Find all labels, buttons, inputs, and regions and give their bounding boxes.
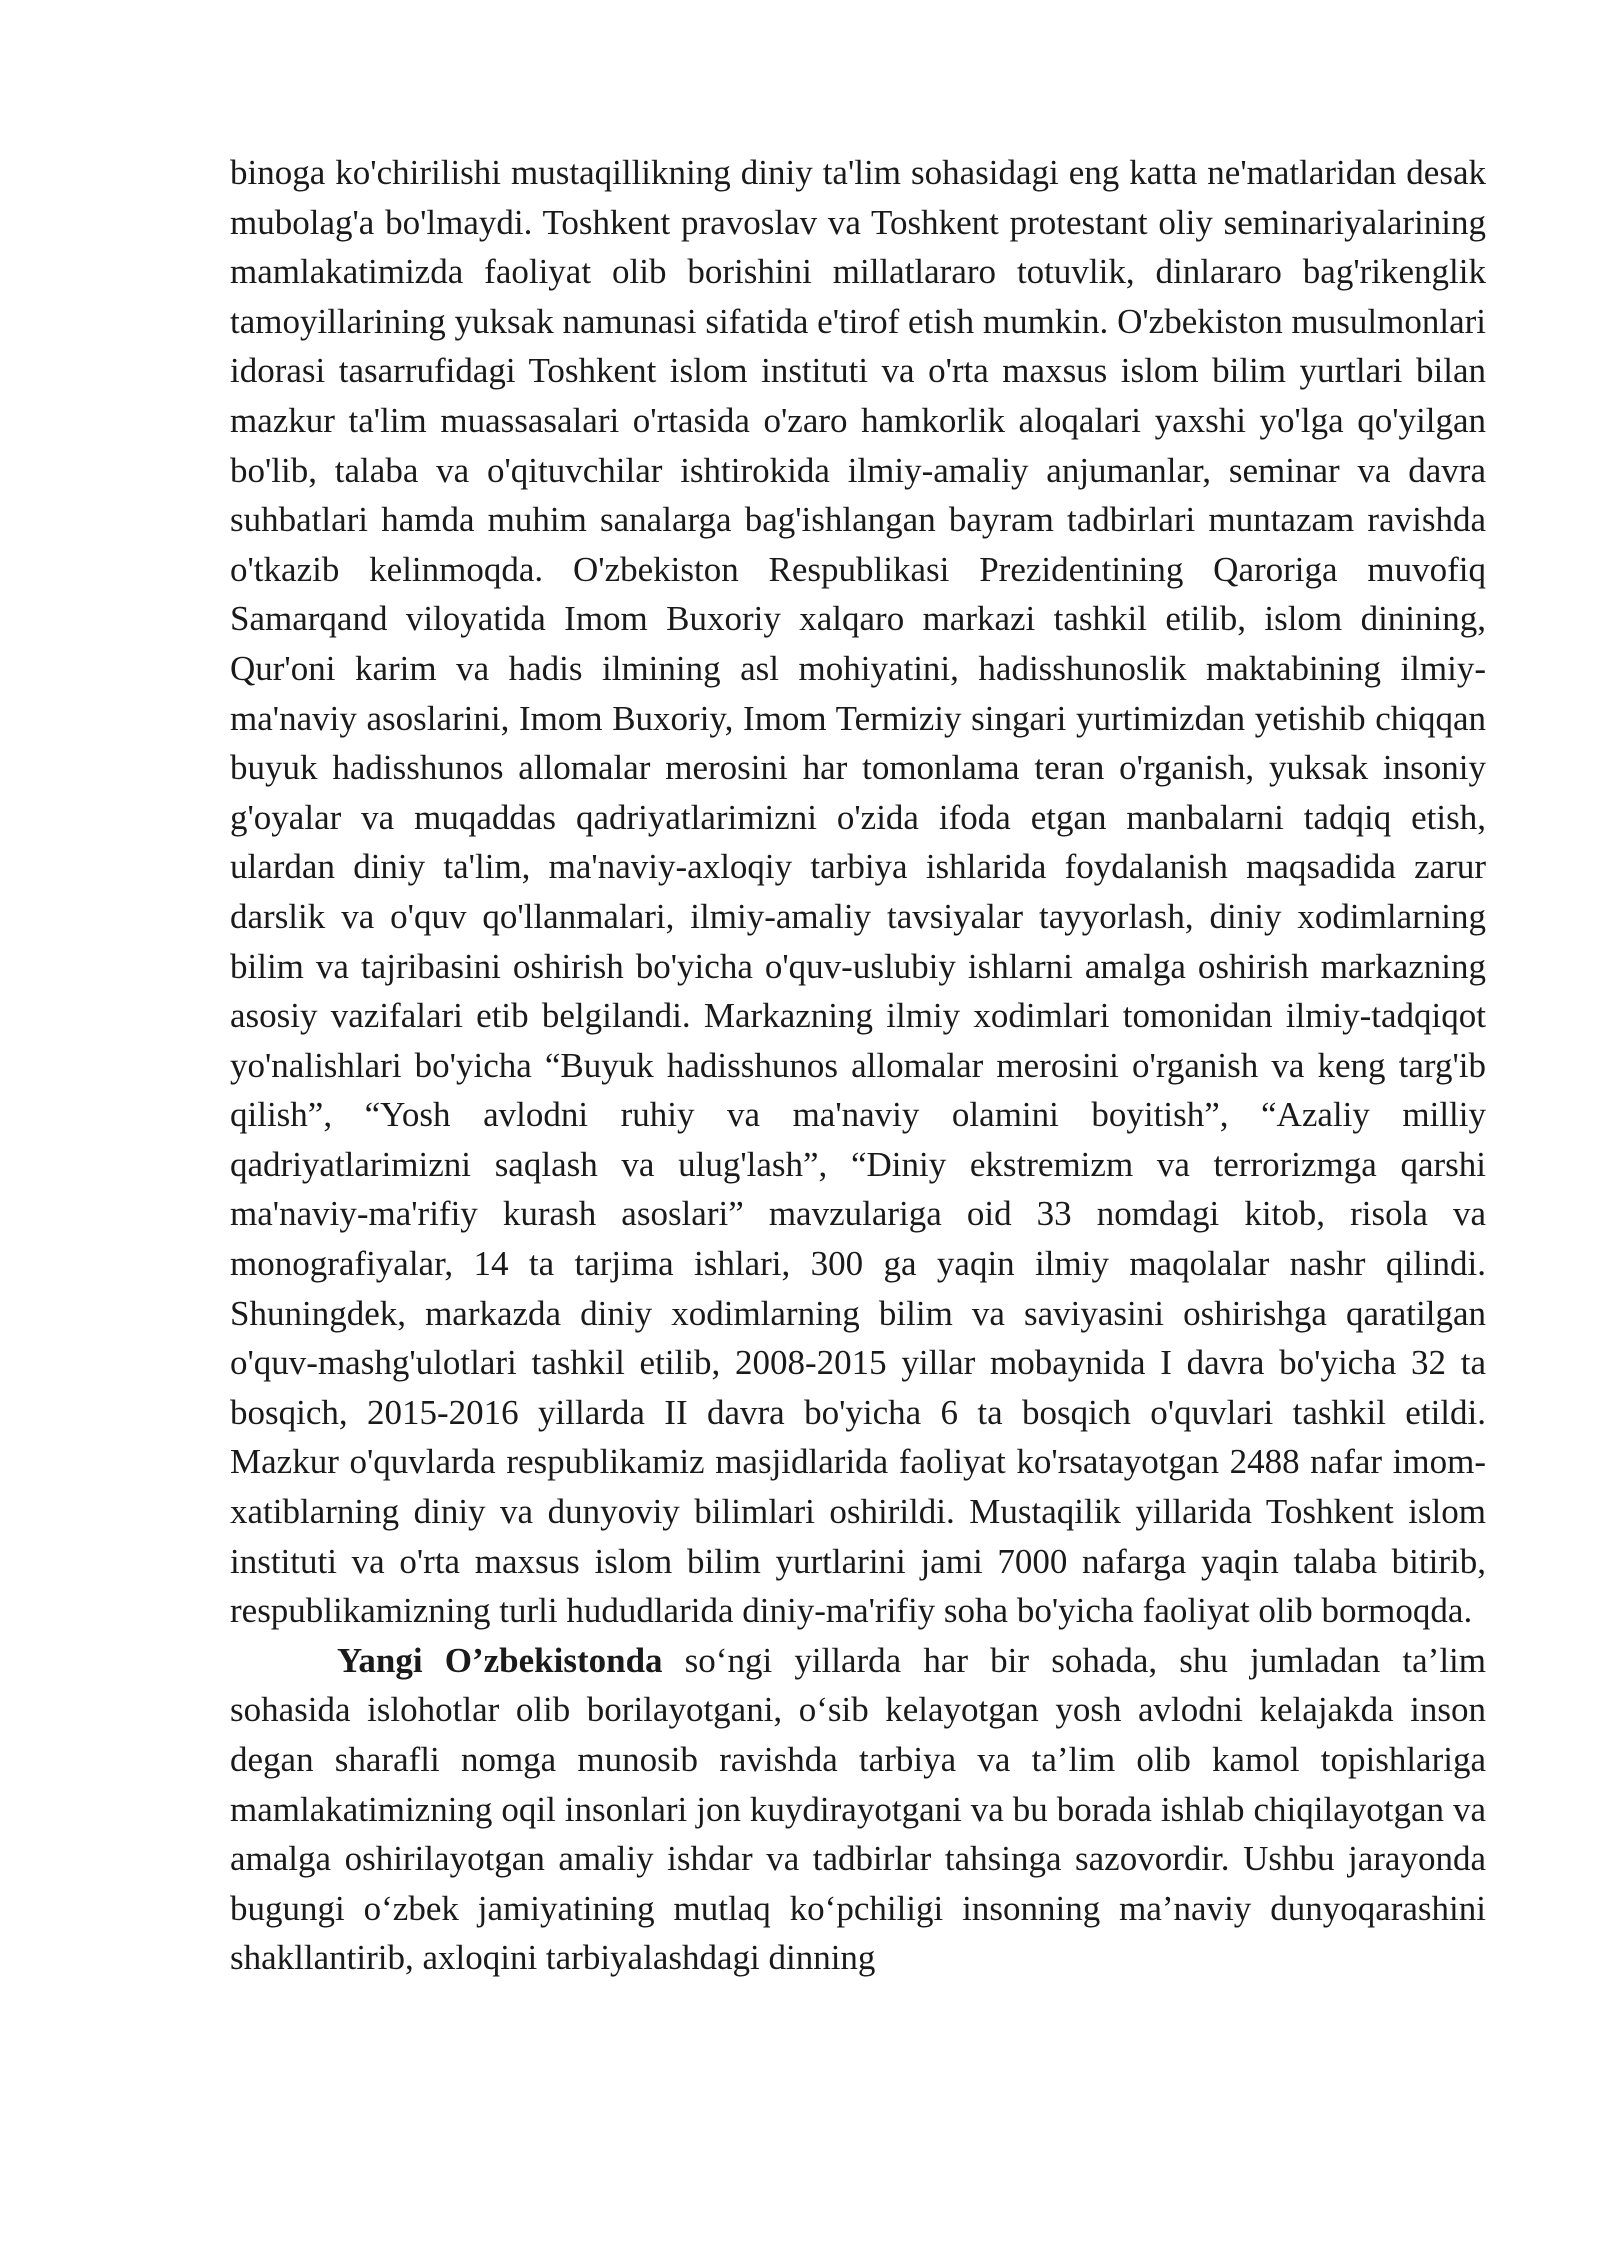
document-body [230,148,1486,1983]
paragraph-2 [230,1636,1486,1983]
paragraph-1: binoga ko'chirilishi mustaqillikning diniy ta'lim sohasidagi eng katta ne'matlaridan desak mubolag'a bo'lmaydi. Toshkent pravoslav va Toshkent protestant oliy seminariyalarining mamlakatimizda faoliyat olib borishini millatlararo totuvlik, dinlararo bag'rikenglik tamoyillarining yuksak namunasi sifatida e'tirof etish mumkin. O'zbekiston musulmonlari idorasi tasarrufidagi Toshkent islom instituti va o'rta maxsus islom bilim yurtlari bilan mazkur ta'lim muassasalari o'rtasida o'zaro hamkorlik aloqalari yaxshi yo'lga qo'yilgan bo'lib, talaba va o'qituvchilar ishtirokida ilmiy-amaliy anjumanlar, seminar va davra suhbatlari hamda muhim sanalarga bag'ishlangan bayram tadbirlari muntazam ravishda o'tkazib kelinmoqda. O'zbekiston Respublikasi Prezidentining Qaroriga muvofiq Samarqand viloyatida Imom Buxoriy xalqaro markazi tashkil etilib, islom dinining, Qur'oni karim va hadis ilmining asl mohiyatini, hadisshunoslik maktabining ilmiy-ma'naviy asoslarini, Imom Buxoriy, Imom Termiziy singari yurtimizdan yetishib chiqqan buyuk hadisshunos allomalar merosini har tomonlama teran o'rganish, yuksak insoniy g'oyalar va muqaddas qadriyatlarimizni o'zida ifoda etgan manbalarni tadqiq etish, ulardan diniy ta'lim, ma'naviy-axloqiy tarbiya ishlarida foydalanish maqsadida zarur darslik va o'quv qo'llanmalari, ilmiy-amaliy tavsiyalar tayyorlash, diniy xodimlarning bilim va tajribasini oshirish bo'yicha o'quv-uslubiy ishlarni amalga oshirish markazning asosiy vazifalari etib belgilandi. Markazning ilmiy xodimlari tomonidan ilmiy-tadqiqot yo'nalishlari bo'yicha “Buyuk hadisshunos allomalar merosini o'rganish va keng targ'ib qilish”, “Yosh avlodni ruhiy va ma'naviy olamini boyitish”, “Azaliy milliy qadriyatlarimizni saqlash va ulug'lash”, “Diniy ekstremizm va terrorizmga qarshi ma'naviy-ma'rifiy kurash asoslari” mavzulariga oid 33 nomdagi kitob, risola va monografiyalar, 14 ta tarjima ishlari, 300 ga yaqin ilmiy maqolalar nashr qilindi. Shuningdek, markazda diniy xodimlarning bilim va saviyasini oshirishga qaratilgan o'quv-mashg'ulotlari tashkil etilib, 2008-2015 yillar mobaynida I davra bo'yicha 32 ta bosqich, 2015-2016 yillarda II davra bo'yicha 6 ta bosqich o'quvlari tashkil etildi. Mazkur o'quvlarda respublikamiz masjidlarida faoliyat ko'rsatayotgan 2488 nafar imom-xatiblarning diniy va dunyoviy bilimlari oshirildi. Mustaqilik yillarida Toshkent islom instituti va o'rta maxsus islom bilim yurtlarini jami 7000 nafarga yaqin talaba bitirib, respublikamizning turli hududlarida diniy-ma'rifiy soha bo'yicha faoliyat olib bormoqda. [230,153,1486,1631]
paragraph-2-heading: Yangi O’zbekistonda [337,1640,663,1680]
paragraph-2-text: so‘ngi yillarda har bir sohada, shu jumladan ta’lim sohasida islohotlar olib borilayotgani, o‘sib kelayotgan yosh avlodni kelajakda inson degan sharafli nomga munosib ravishda tarbiya va ta’lim olib kamol topishlariga mamlakatimizning oqil insonlari jon kuydirayotgani va bu borada ishlab chiqilayotgan va amalga oshirilayotgan amaliy ishdar va tadbirlar tahsinga sazovordir. Ushbu jarayonda bugungi o‘zbek jamiyatining mutlaq ko‘pchiligi insonning ma’naviy dunyoqarashini shakllantirib, axloqini tarbiyalashdagi dinning [230,1640,1486,1978]
